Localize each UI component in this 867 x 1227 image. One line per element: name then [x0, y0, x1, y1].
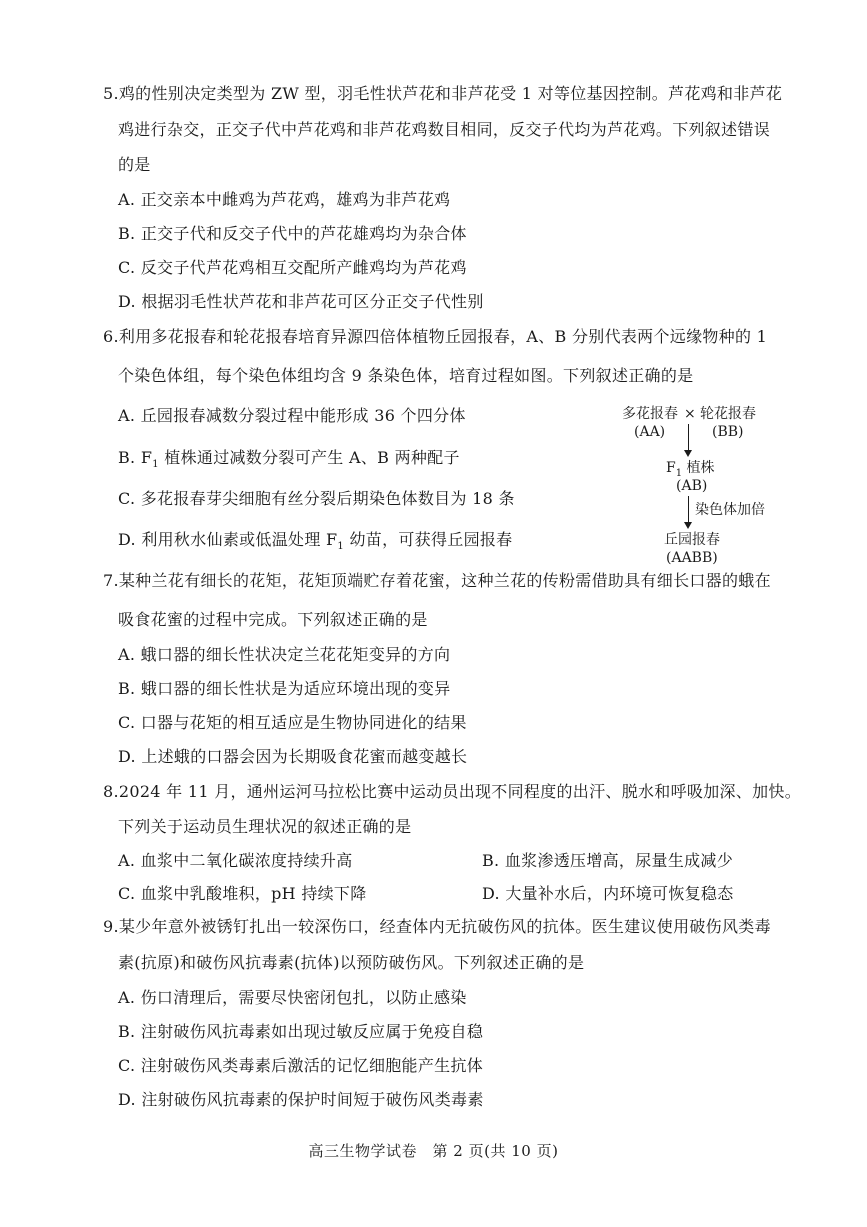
q9-option-a: A. 伤口清理后，需要尽快密闭包扎，以防止感染 [118, 988, 467, 1007]
q6-stem-line-1: 6.利用多花报春和轮花报春培育异源四倍体植物丘园报春，A、B 分别代表两个远缘物种的 1 [103, 327, 768, 346]
q6-option-d [118, 530, 512, 557]
f1-pre: F [666, 460, 676, 476]
f1-sub: 1 [675, 467, 683, 479]
f1-genotype: (AB) [676, 478, 708, 494]
q9-option-b: B. 注射破伤风抗毒素如出现过敏反应属于免疫自稳 [118, 1022, 484, 1041]
final-genotype: (AABB) [666, 550, 718, 566]
q5-stem-line-1: 5.鸡的性别决定类型为 ZW 型，羽毛性状芦花和非芦花受 1 对等位基因控制。芦花鸡和非芦花 [103, 84, 783, 103]
q5-option-b: B. 正交子代和反交子代中的芦花雄鸡均为杂合体 [118, 224, 467, 243]
q8-option-a: A. 血浆中二氧化碳浓度持续升高 [118, 851, 353, 870]
q6-option-b [118, 448, 460, 475]
cross-symbol: × [684, 406, 696, 422]
arrow-1-head [684, 450, 692, 457]
q5-option-d: D. 根据羽毛性状芦花和非芦花可区分正交子代性别 [118, 292, 484, 311]
q8-option-c: C. 血浆中乳酸堆积，pH 持续下降 [118, 884, 367, 903]
q9-option-c: C. 注射破伤风类毒素后激活的记忆细胞能产生抗体 [118, 1056, 484, 1075]
q7-option-b: B. 蛾口器的细长性状是为适应环境出现的变异 [118, 679, 451, 698]
q6-option-d-pre: D. 利用秋水仙素或低温处理 F [118, 530, 338, 549]
arrow-1-line [688, 424, 689, 452]
f1-post: 植株 [682, 460, 715, 476]
q5-option-c: C. 反交子代芦花鸡相互交配所产雌鸡均为芦花鸡 [118, 258, 467, 277]
q8-option-b: B. 血浆渗透压增高，尿量生成减少 [482, 851, 734, 870]
q6-option-d-sub: 1 [337, 541, 345, 553]
q6-option-c: C. 多花报春芽尖细胞有丝分裂后期染色体数目为 18 条 [118, 489, 515, 508]
q8-option-d: D. 大量补水后，内环境可恢复稳态 [482, 884, 734, 903]
q6-option-b-pre: B. F [118, 448, 153, 467]
q7-stem-line-1: 7.某种兰花有细长的花矩，花矩顶端贮存着花蜜，这种兰花的传粉需借助具有细长口器的蛾在 [103, 571, 771, 590]
q6-option-d-post: 幼苗，可获得丘园报春 [344, 530, 513, 549]
final-name: 丘园报春 [664, 532, 720, 548]
parent2-name: 轮花报春 [700, 406, 756, 422]
q7-option-c: C. 口器与花矩的相互适应是生物协同进化的结果 [118, 713, 467, 732]
q9-stem-line-1: 9.某少年意外被锈钉扎出一较深伤口，经查体内无抗破伤风的抗体。医生建议使用破伤风类毒 [103, 917, 771, 936]
q7-stem-line-2: 吸食花蜜的过程中完成。下列叙述正确的是 [118, 610, 428, 629]
q6-option-b-post: 植株通过减数分裂可产生 A、B 两种配子 [158, 448, 460, 467]
doubling-label: 染色体加倍 [695, 502, 765, 518]
q5-stem-line-3: 的是 [118, 155, 151, 174]
q5-stem-line-2: 鸡进行杂交，正交子代中芦花鸡和非芦花鸡数目相同，反交子代均为芦花鸡。下列叙述错误 [118, 120, 771, 139]
q5-option-a: A. 正交亲本中雌鸡为芦花鸡，雄鸡为非芦花鸡 [118, 190, 451, 209]
arrow-2-head [684, 522, 692, 529]
page-footer: 高三生物学试卷 第 2 页(共 10 页) [308, 1142, 559, 1160]
q8-stem-line-2: 下列关于运动员生理状况的叙述正确的是 [118, 817, 412, 836]
q9-option-d: D. 注射破伤风抗毒素的保护时间短于破伤风类毒素 [118, 1090, 484, 1109]
breeding-diagram [600, 404, 800, 574]
q6-option-a: A. 丘园报春减数分裂过程中能形成 36 个四分体 [118, 406, 466, 425]
q9-stem-line-2: 素(抗原)和破伤风抗毒素(抗体)以预防破伤风。下列叙述正确的是 [118, 953, 585, 972]
parent2-genotype: (BB) [712, 424, 744, 440]
parent1-genotype: (AA) [634, 424, 666, 440]
parent1-name: 多花报春 [622, 406, 678, 422]
q7-option-d: D. 上述蛾的口器会因为长期吸食花蜜而越变越长 [118, 747, 468, 766]
q6-option-b-sub: 1 [152, 459, 159, 471]
q6-stem-line-2: 个染色体组，每个染色体组均含 9 条染色体，培育过程如图。下列叙述正确的是 [118, 366, 694, 385]
q7-option-a: A. 蛾口器的细长性状决定兰花花矩变异的方向 [118, 645, 451, 664]
q8-stem-line-1: 8.2024 年 11 月，通州运河马拉松比赛中运动员出现不同程度的出汗、脱水和呼吸加深、加快。 [103, 782, 802, 801]
arrow-2-line [688, 496, 689, 524]
